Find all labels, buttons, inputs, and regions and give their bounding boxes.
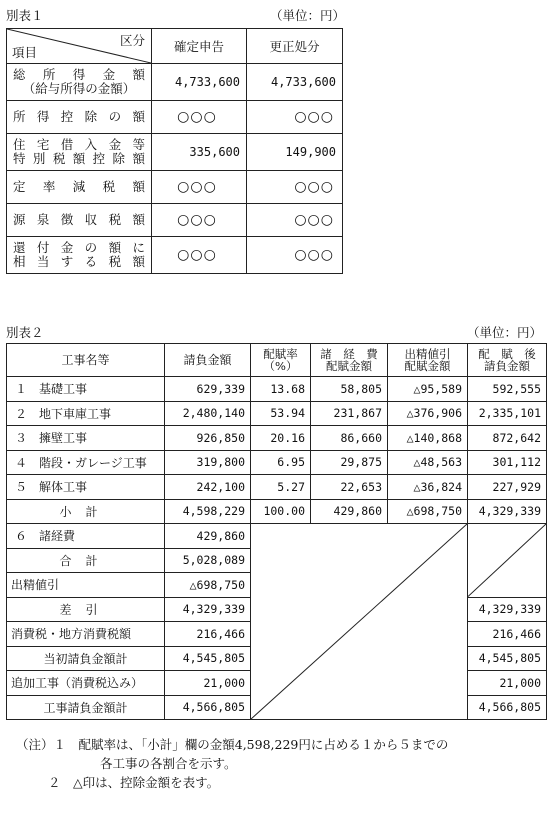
label-char: 等 — [132, 137, 145, 152]
row-label — [7, 237, 152, 274]
label-char: 税 — [108, 212, 122, 227]
row-label-line — [11, 213, 147, 227]
declaration-value: ○○○ — [152, 204, 247, 237]
subtotal-expenses: 429,860 — [311, 499, 388, 524]
assessment-table — [6, 28, 343, 274]
label-char: 還 — [13, 240, 26, 255]
label-char: 収 — [84, 212, 98, 227]
summary-label: 消費税・地方消費税額 — [7, 622, 165, 647]
declaration-value: 4,733,600 — [152, 64, 247, 101]
correction-value: ○○○ — [247, 237, 343, 274]
table1-row — [7, 204, 343, 237]
label-char: 所 — [13, 109, 26, 124]
table1-corner-cell — [7, 29, 152, 64]
work-name: １ 基礎工事 — [7, 377, 165, 402]
summary-label: 工事請負金額計 — [7, 695, 165, 720]
correction-value: 149,900 — [247, 134, 343, 171]
work-expenses: 58,805 — [311, 377, 388, 402]
work-name: ２ 地下車庫工事 — [7, 401, 165, 426]
table1-row — [7, 134, 343, 171]
label-char: 除 — [112, 151, 126, 166]
note-1: （注）１ 配賦率は、「小計」欄の金額4,598,229円に占める１から５までの — [16, 737, 449, 752]
label-char: 得 — [72, 67, 86, 82]
header-work-name: 工事名等 — [7, 344, 165, 377]
row-label-line — [11, 110, 147, 124]
label-char: 別 — [32, 151, 46, 166]
label-char: 額 — [132, 179, 145, 194]
summary-contract: 4,545,805 — [165, 646, 251, 671]
work-contract: 319,800 — [165, 450, 251, 475]
summary-contract: 216,466 — [165, 622, 251, 647]
subtotal-discount: △698,750 — [388, 499, 468, 524]
work-row — [7, 426, 547, 451]
work-discount: △36,824 — [388, 475, 468, 500]
declaration-value: ○○○ — [152, 237, 247, 274]
header-ratio-line1: 配賦率 — [263, 347, 298, 361]
row-label-line — [11, 180, 147, 194]
item-label: 項目 — [12, 45, 38, 60]
table1-row — [7, 237, 343, 274]
row-label-line — [11, 241, 147, 255]
row-label — [7, 134, 152, 171]
summary-contract: 429,860 — [165, 524, 251, 549]
col-header-correction: 更正処分 — [247, 29, 343, 64]
diagonal-line — [468, 524, 546, 597]
subtotal-ratio: 100.00 — [251, 499, 311, 524]
work-ratio: 20.16 — [251, 426, 311, 451]
note-2: ２ △印は、控除金額を表す。 — [48, 775, 220, 790]
label-char: 控 — [60, 109, 74, 124]
table1-row — [7, 64, 343, 101]
row-label-line — [11, 152, 147, 166]
label-char: 税 — [52, 151, 66, 166]
label-char: の — [84, 240, 98, 255]
header-expenses-line2: 配賦金額 — [326, 359, 372, 373]
work-after: 301,112 — [468, 450, 547, 475]
label-char: 額 — [108, 240, 122, 255]
label-char: す — [60, 254, 74, 269]
allocation-table — [6, 343, 547, 720]
label-char: 住 — [13, 137, 26, 152]
label-char: 借 — [60, 137, 74, 152]
category-label: 区分 — [119, 33, 145, 48]
work-row — [7, 401, 547, 426]
label-char: 額 — [132, 212, 145, 227]
blank-diagonal-small — [468, 524, 547, 598]
declaration-value: ○○○ — [152, 101, 247, 134]
declaration-value: ○○○ — [152, 171, 247, 204]
label-char: の — [108, 109, 122, 124]
work-row — [7, 475, 547, 500]
summary-after: 4,545,805 — [468, 646, 547, 671]
label-char: 金 — [102, 67, 116, 82]
summary-row-expenses-row — [7, 524, 547, 549]
work-after: 872,642 — [468, 426, 547, 451]
correction-value: ○○○ — [247, 204, 343, 237]
header-discount-line1: 出精値引 — [404, 347, 451, 361]
work-discount: △48,563 — [388, 450, 468, 475]
correction-value: 4,733,600 — [247, 64, 343, 101]
row-label-line — [11, 138, 147, 152]
label-char: 額 — [72, 151, 86, 166]
summary-after: 4,566,805 — [468, 695, 547, 720]
label-char: 泉 — [36, 212, 50, 227]
label-char: （給与所得の金額） — [22, 81, 136, 96]
label-char: 控 — [92, 151, 106, 166]
summary-contract: △698,750 — [165, 573, 251, 598]
row-label-line — [11, 82, 147, 96]
label-char: 減 — [72, 179, 86, 194]
row-label-line — [11, 255, 147, 269]
work-ratio: 53.94 — [251, 401, 311, 426]
work-after: 592,555 — [468, 377, 547, 402]
table1-row — [7, 171, 343, 204]
label-char: 額 — [132, 109, 145, 124]
correction-value: ○○○ — [247, 171, 343, 204]
subtotal-label: 小計 — [7, 499, 165, 524]
work-discount: △95,589 — [388, 377, 468, 402]
header-ratio-line2: （%） — [263, 359, 298, 373]
summary-label: 当初請負金額計 — [7, 646, 165, 671]
label-char: る — [84, 254, 98, 269]
label-char: 除 — [84, 109, 98, 124]
subtotal-after: 4,329,339 — [468, 499, 547, 524]
work-ratio: 13.68 — [251, 377, 311, 402]
work-row — [7, 377, 547, 402]
header-after-line2: 請負金額 — [484, 359, 530, 373]
summary-label: 出精値引 — [7, 573, 165, 598]
work-expenses: 22,653 — [311, 475, 388, 500]
header-after — [468, 344, 547, 377]
label-char: 宅 — [36, 137, 50, 152]
blank-diagonal-block — [251, 524, 468, 720]
work-name: ５ 解体工事 — [7, 475, 165, 500]
summary-contract: 5,028,089 — [165, 548, 251, 573]
header-discount — [388, 344, 468, 377]
row-label — [7, 64, 152, 101]
work-expenses: 86,660 — [311, 426, 388, 451]
row-label-line — [11, 68, 147, 82]
note-1-continued: 各工事の各割合を示す。 — [100, 756, 237, 771]
row-label — [7, 171, 152, 204]
label-char: 徴 — [60, 212, 74, 227]
work-contract: 2,480,140 — [165, 401, 251, 426]
label-char: に — [132, 240, 145, 255]
label-char: 源 — [13, 212, 26, 227]
table2-unit: （単位：円） — [467, 325, 543, 340]
work-expenses: 231,867 — [311, 401, 388, 426]
label-char: 額 — [132, 151, 145, 166]
work-after: 227,929 — [468, 475, 547, 500]
header-contract: 請負金額 — [165, 344, 251, 377]
label-char: 得 — [36, 109, 50, 124]
work-contract: 629,339 — [165, 377, 251, 402]
summary-after: 216,466 — [468, 622, 547, 647]
work-discount: △376,906 — [388, 401, 468, 426]
subtotal-contract: 4,598,229 — [165, 499, 251, 524]
correction-value: ○○○ — [247, 101, 343, 134]
summary-label: ６ 諸経費 — [7, 524, 165, 549]
label-char: 特 — [13, 151, 26, 166]
header-after-line1: 配 賦 後 — [478, 347, 536, 361]
label-char: 入 — [84, 137, 98, 152]
diagonal-line — [251, 524, 467, 719]
row-label — [7, 204, 152, 237]
table2-header-row — [7, 344, 547, 377]
header-expenses-line1: 諸 経 費 — [320, 347, 378, 361]
table1-row — [7, 101, 343, 134]
header-expenses — [311, 344, 388, 377]
table1-caption: 別表１ — [6, 8, 44, 23]
declaration-value: 335,600 — [152, 134, 247, 171]
summary-label: 追加工事（消費税込み） — [7, 671, 165, 696]
header-ratio — [251, 344, 311, 377]
row-label — [7, 101, 152, 134]
header-discount-line2: 配賦金額 — [404, 359, 451, 373]
label-char: 付 — [36, 240, 50, 255]
summary-contract: 4,566,805 — [165, 695, 251, 720]
work-row — [7, 450, 547, 475]
work-contract: 926,850 — [165, 426, 251, 451]
work-name: ３ 擁壁工事 — [7, 426, 165, 451]
label-char: 率 — [42, 179, 56, 194]
summary-contract: 21,000 — [165, 671, 251, 696]
work-ratio: 6.95 — [251, 450, 311, 475]
work-after: 2,335,101 — [468, 401, 547, 426]
label-char: 定 — [13, 179, 26, 194]
work-contract: 242,100 — [165, 475, 251, 500]
summary-label: 合計 — [7, 548, 165, 573]
table2-caption: 別表２ — [6, 325, 44, 340]
work-expenses: 29,875 — [311, 450, 388, 475]
work-name: ４ 階段・ガレージ工事 — [7, 450, 165, 475]
summary-contract: 4,329,339 — [165, 597, 251, 622]
label-char: 税 — [108, 254, 122, 269]
label-char: 相 — [13, 254, 26, 269]
label-char: 税 — [102, 179, 116, 194]
summary-label: 差引 — [7, 597, 165, 622]
table1-unit: （単位：円） — [270, 8, 346, 23]
subtotal-row — [7, 499, 547, 524]
label-char: 総 — [13, 67, 26, 82]
label-char: 額 — [132, 254, 145, 269]
label-char: 金 — [108, 137, 122, 152]
label-char: 額 — [132, 67, 145, 82]
work-discount: △140,868 — [388, 426, 468, 451]
label-char: 金 — [60, 240, 74, 255]
summary-after: 4,329,339 — [468, 597, 547, 622]
label-char: 当 — [36, 254, 50, 269]
table1-header-row — [7, 29, 343, 64]
col-header-declaration: 確定申告 — [152, 29, 247, 64]
work-ratio: 5.27 — [251, 475, 311, 500]
label-char: 所 — [42, 67, 56, 82]
summary-after: 21,000 — [468, 671, 547, 696]
footnotes — [16, 735, 448, 792]
